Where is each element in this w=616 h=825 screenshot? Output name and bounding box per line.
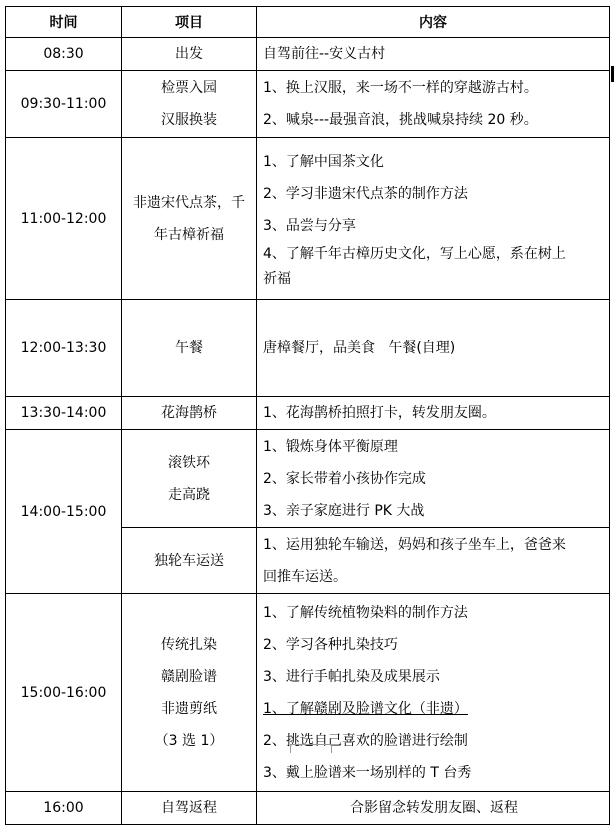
- item-line: 非遗剪纸: [161, 700, 217, 717]
- content-cell: [257, 528, 610, 594]
- item-cell: [122, 138, 257, 300]
- content-line: 2、学习各种扎染技巧: [263, 636, 398, 653]
- content-cell: [257, 38, 610, 71]
- content-line: 1、了解赣剧及脸谱文化（非遗）: [263, 700, 468, 717]
- time-cell: 12:00-13:30: [6, 300, 122, 397]
- item-line: 汉服换装: [161, 112, 217, 128]
- time-cell: 09:30-11:00: [6, 71, 122, 138]
- item-line: 自驾返程: [161, 800, 217, 816]
- content-cell: [257, 71, 610, 138]
- table-row: [6, 71, 610, 138]
- item-line: 传统扎染: [161, 636, 217, 653]
- item-cell: [122, 397, 257, 430]
- header-row: [6, 7, 610, 38]
- table-row: [6, 397, 610, 430]
- item-line: 检票入园: [161, 80, 217, 96]
- content-line: 1、锻炼身体平衡原理: [263, 438, 398, 455]
- content-line: 4、了解千年古樟历史文化，写上心愿，系在树上: [263, 245, 566, 262]
- content-line: 3、进行手帕扎染及成果展示: [263, 668, 440, 685]
- content-line: 1、了解传统植物染料的制作方法: [263, 604, 468, 621]
- content-line: 1、运用独轮车输送，妈妈和孩子坐车上，爸爸来: [263, 536, 566, 553]
- content-line: 1、了解中国茶文化: [263, 153, 384, 170]
- content-cell: [257, 397, 610, 430]
- content-cell: [257, 300, 610, 397]
- content-line: 2、喊泉---最强音浪，挑战喊泉持续 20 秒。: [263, 112, 538, 128]
- item-cell: [122, 300, 257, 397]
- item-line: 年古樟祈福: [154, 226, 224, 243]
- item-cell: [122, 430, 257, 528]
- time-cell: 15:00-16:00: [6, 594, 122, 792]
- item-cell: [122, 528, 257, 594]
- content-line: 2、学习非遗宋代点茶的制作方法: [263, 185, 468, 202]
- header-content: 内容: [257, 7, 610, 38]
- item-line: （3 选 1）: [154, 732, 224, 749]
- table-row: [6, 430, 610, 528]
- item-line: 走高跷: [168, 486, 210, 503]
- table-row: [6, 38, 610, 71]
- time-cell: 14:00-15:00: [6, 430, 122, 594]
- content-line: 3、品尝与分享: [263, 217, 356, 234]
- item-line: 滚铁环: [168, 454, 210, 471]
- content-cell: [257, 594, 610, 792]
- content-line: 1、换上汉服，来一场不一样的穿越游古村。: [263, 80, 538, 96]
- item-line: 午餐: [175, 340, 203, 356]
- time-cell: 13:30-14:00: [6, 397, 122, 430]
- item-line: 独轮车运送: [154, 552, 224, 569]
- table-row: [6, 300, 610, 397]
- content-cell: [257, 792, 610, 825]
- content-line: 唐樟餐厅，品美食 午餐(自理): [263, 340, 456, 356]
- item-cell: [122, 792, 257, 825]
- content-line: 1、花海鹊桥拍照打卡，转发朋友圈。: [263, 405, 496, 421]
- content-line: 3、戴上脸谱来一场别样的 T 台秀: [263, 764, 472, 781]
- content-line: 祈福: [263, 270, 291, 287]
- item-line: 出发: [175, 46, 203, 62]
- content-line: 自驾前往--安义古村: [263, 46, 386, 62]
- header-item: 项目: [122, 7, 257, 38]
- content-line: 2、挑选自己喜欢的脸谱进行绘制: [263, 732, 468, 749]
- table-row: [6, 594, 610, 792]
- content-cell: [257, 430, 610, 528]
- content-line: 3、亲子家庭进行 PK 大战: [263, 502, 425, 519]
- item-cell: [122, 594, 257, 792]
- time-cell: 16:00: [6, 792, 122, 825]
- table-row: [6, 138, 610, 300]
- time-cell: 08:30: [6, 38, 122, 71]
- item-line: 非遗宋代点茶，千: [133, 194, 245, 211]
- edge-marker: [611, 66, 614, 82]
- item-cell: [122, 71, 257, 138]
- time-cell: 11:00-12:00: [6, 138, 122, 300]
- schedule-table: [5, 6, 610, 825]
- content-cell: [257, 138, 610, 300]
- item-line: 花海鹊桥: [161, 405, 217, 421]
- content-line: 合影留念转发朋友圈、返程: [350, 800, 518, 816]
- table-row: [6, 792, 610, 825]
- item-cell: [122, 38, 257, 71]
- header-time: 时间: [6, 7, 122, 38]
- content-line: 2、家长带着小孩协作完成: [263, 470, 426, 487]
- content-line: 回推车运送。: [263, 568, 347, 585]
- item-line: 赣剧脸谱: [161, 668, 217, 685]
